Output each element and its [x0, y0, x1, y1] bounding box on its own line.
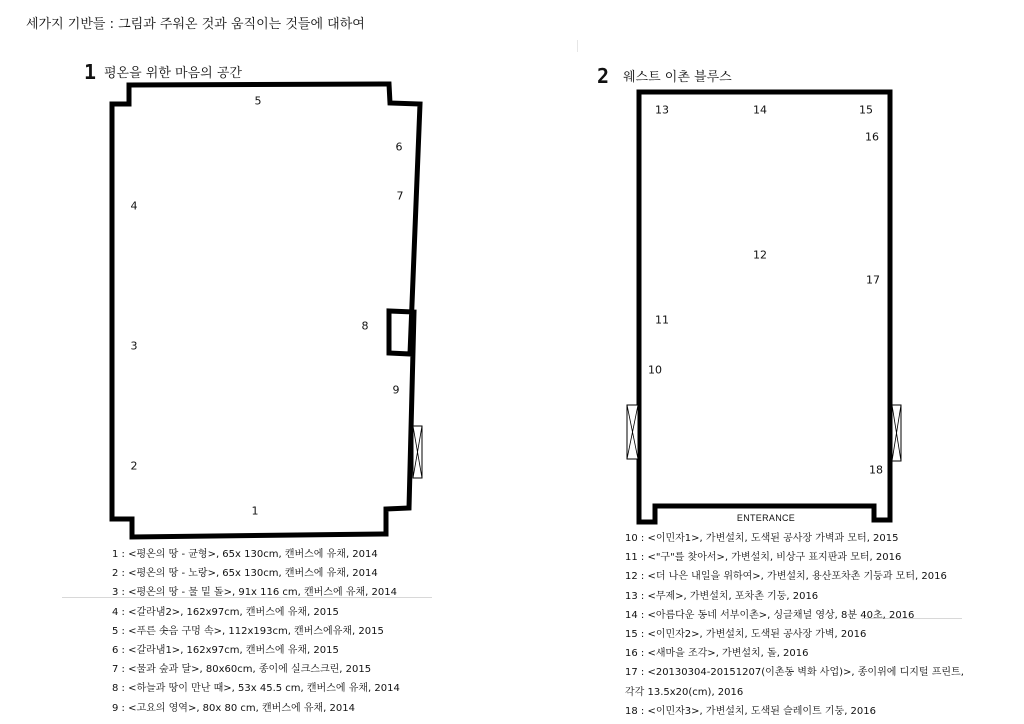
section-2-title: 웨스트 이촌 블루스 — [623, 70, 732, 85]
floorplan-2-walls — [639, 92, 890, 522]
wall-label-4: 4 — [130, 199, 138, 213]
list-item: 8 : <하늘과 땅이 만난 때>, 53x 45.5 cm, 캔버스에 유채, 2014 — [112, 683, 400, 695]
list-item: 18 : <이민자3>, 가변설치, 도색된 슬레이트 기둥, 2016 — [625, 705, 877, 717]
list-item: 9 : <고요의 영역>, 80x 80 cm, 캔버스에 유채, 2014 — [112, 702, 355, 714]
list-item: 13 : <무제>, 가변설치, 포차촌 기둥, 2016 — [625, 590, 819, 602]
wall-label-6: 6 — [395, 140, 403, 154]
section-2-number: 2 — [597, 64, 610, 88]
list-item: 1 : <평온의 땅 - 균형>, 65x 130cm, 캔버스에 유채, 2014 — [112, 549, 378, 560]
artwork-list-1 — [112, 545, 400, 718]
wall-label-8: 8 — [361, 319, 369, 333]
wall-label-5: 5 — [254, 94, 262, 108]
list-item: 15 : <이민자2>, 가변설치, 도색된 공사장 가벽, 2016 — [625, 629, 867, 641]
wall-label-18: 18 — [869, 463, 883, 477]
artwork-list-2 — [625, 529, 964, 721]
wall-label-10: 10 — [648, 363, 662, 377]
wall-label-11: 11 — [655, 313, 669, 327]
list-item: 10 : <이민자1>, 가변설치, 도색된 공사장 가벽과 모터, 2015 — [625, 533, 899, 544]
wall-label-7: 7 — [396, 189, 404, 203]
section-1-number: 1 — [84, 60, 97, 84]
wall-label-2: 2 — [130, 459, 138, 473]
section-1-title: 평온을 위한 마음의 공간 — [104, 66, 242, 81]
list-item: 2 : <평온의 땅 - 노랑>, 65x 130cm, 캔버스에 유채, 2014 — [112, 568, 378, 580]
list-item: 각각 13.5x20(cm), 2016 — [625, 686, 744, 698]
list-item: 12 : <더 나은 내일을 위하여>, 가변설치, 용산포차촌 기둥과 모터, 2016 — [625, 571, 947, 583]
list-item: 6 : <갈라냄1>, 162x97cm, 캔버스에 유채, 2015 — [112, 645, 339, 657]
list-item: 11 : <"구"를 찾아서>, 가변설치, 비상구 표지판과 모터, 2016 — [625, 552, 902, 564]
wall-label-3: 3 — [130, 339, 138, 353]
wall-label-17: 17 — [866, 273, 880, 287]
wall-label-16: 16 — [865, 130, 879, 144]
floorplan-1-walls — [112, 84, 420, 537]
list-item: 7 : <물과 숲과 달>, 80x60cm, 종이에 실크스크린, 2015 — [112, 664, 372, 676]
list-item: 14 : <아름다운 동네 서부이촌>, 싱글채널 영상, 8분 40초, 2016 — [625, 609, 915, 621]
list-item: 17 : <20130304-20151207(이촌동 벽화 사업)>, 종이위에 디지털 프린트, — [625, 667, 964, 679]
list-item: 4 : <갈라냄2>, 162x97cm, 캔버스에 유채, 2015 — [112, 606, 339, 618]
list-item: 16 : <새마을 조각>, 가변설치, 돌, 2016 — [625, 648, 809, 660]
wall-label-13: 13 — [655, 103, 669, 117]
wall-label-1: 1 — [251, 504, 259, 518]
wall-label-15: 15 — [859, 103, 873, 117]
wall-label-9: 9 — [392, 383, 400, 397]
page-title: 세가지 기반들 : 그림과 주워온 것과 움직이는 것들에 대하여 — [26, 17, 365, 32]
list-item: 5 : <푸른 솟음 구멍 속>, 112x193cm, 캔버스에유채, 2015 — [112, 625, 384, 637]
wall-label-14: 14 — [753, 103, 767, 117]
wall-label-12: 12 — [753, 248, 767, 262]
list-item: 3 : <평온의 땅 - 물 밑 돌>, 91x 116 cm, 캔버스에 유채, 2014 — [112, 587, 397, 599]
entrance-label: ENTERANCE — [736, 513, 796, 523]
